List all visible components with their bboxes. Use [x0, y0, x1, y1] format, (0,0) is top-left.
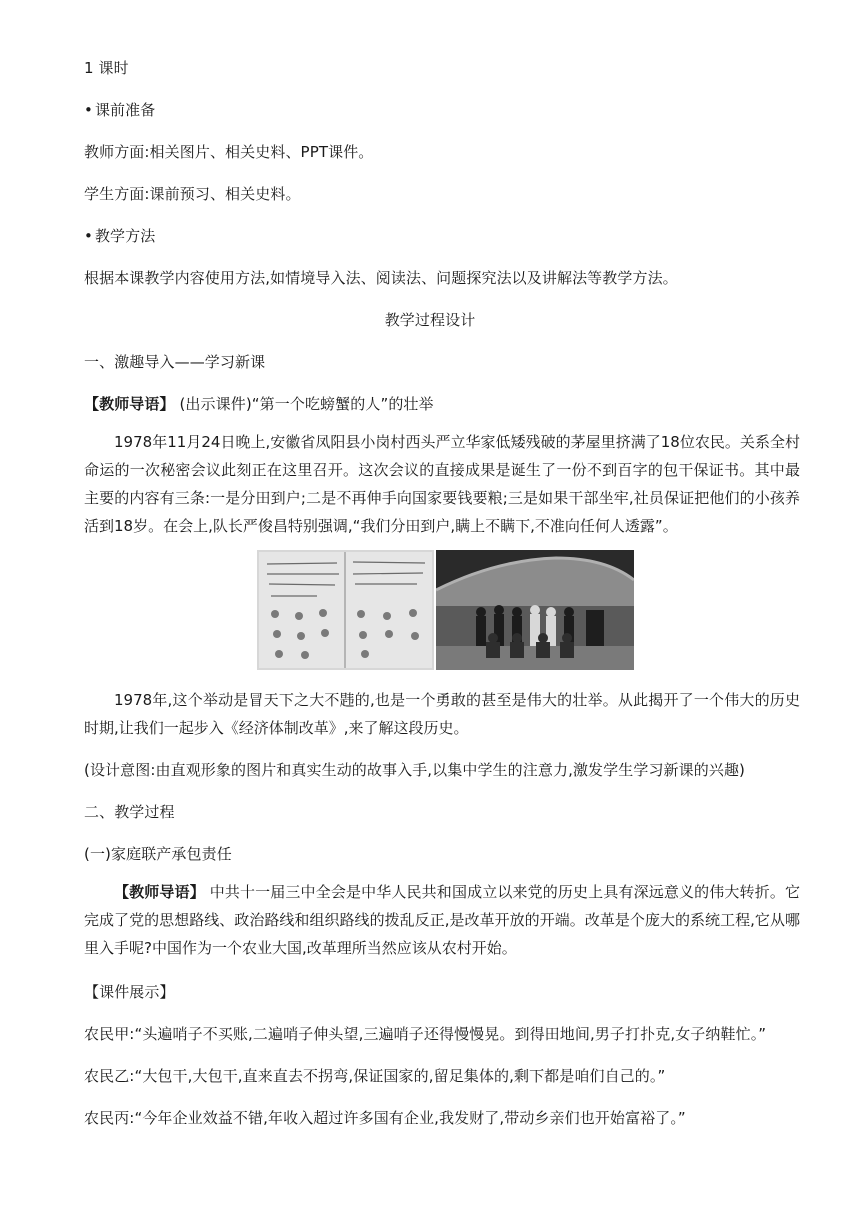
- method-heading: [84, 226, 155, 246]
- teacher-guide-2: [84, 878, 800, 962]
- courseware-heading: 【课件展示】: [84, 983, 175, 1001]
- prep-heading: [84, 100, 155, 120]
- guide-text: 中共十一届三中全会是中华人民共和国成立以来党的历史上具有深远意义的伟大转折。它完成了党的思想路线、政治路线和组织路线的拨乱反正,是改革开放的开端。改革是个庞大的系统工程,它从哪里入手呢?中国作为一个农业大国,改革理所当然应该从农村开始。: [84, 883, 800, 957]
- teacher-prep: 教师方面:相关图片、相关史料、PPT课件。: [84, 143, 374, 161]
- guide-text: (出示课件)“第一个吃螃蟹的人”的壮举: [174, 395, 434, 413]
- bullet-icon: •: [84, 101, 93, 119]
- guide-tag: 【教师导语】: [84, 395, 175, 413]
- guide-tag: 【教师导语】: [114, 883, 205, 901]
- farmers-group-photo: [436, 550, 634, 670]
- subsection-1-heading: (一)家庭联产承包责任: [84, 845, 232, 863]
- significance-paragraph: 1978年,这个举动是冒天下之大不韪的,也是一个勇敢的甚至是伟大的壮举。从此揭开了一个伟大的历史时期,让我们一起步入《经济体制改革》,来了解这段历史。: [84, 691, 800, 737]
- section-2-heading: 二、教学过程: [84, 803, 175, 821]
- story-paragraph: 1978年11月24日晚上,安徽省凤阳县小岗村西头严立华家低矮残破的茅屋里挤满了18位农民。关系全村命运的一次秘密会议此刻正在这里召开。这次会议的直接成果是诞生了一份不到百字的包干保证书。其中最主要的内容有三条:一是分田到户;二是不再伸手向国家要钱要粮;三是如果干部坐牢,社员保证把他们的小孩养活到18岁。在会上,队长严俊昌特别强调,“我们分田到户,瞒上不瞒下,不准向任何人透露”。: [84, 433, 800, 535]
- student-prep: 学生方面:课前预习、相关史料。: [84, 185, 301, 203]
- design-intent-note: (设计意图:由直观形象的图片和真实生动的故事入手,以集中学生的注意力,激发学生学习新课的兴趣): [84, 761, 745, 779]
- teacher-guide-1: [84, 394, 434, 414]
- method-heading-text: 教学方法: [94, 227, 156, 245]
- guarantee-document-photo: [257, 550, 434, 670]
- prep-heading-text: 课前准备: [94, 101, 156, 119]
- section-1-heading: 一、激趣导入——学习新课: [84, 353, 266, 371]
- bullet-icon: •: [84, 227, 93, 245]
- farmer-c-quote: 农民丙:“今年企业效益不错,年收入超过许多国有企业,我发财了,带动乡亲们也开始富裕了。”: [84, 1109, 686, 1127]
- farmer-a-quote: 农民甲:“头遍哨子不买账,二遍哨子伸头望,三遍哨子还得慢慢晃。到得田地间,男子打扑克,女子纳鞋忙。”: [84, 1025, 767, 1043]
- class-hours: 1 课时: [84, 59, 129, 77]
- method-text: 根据本课教学内容使用方法,如情境导入法、阅读法、问题探究法以及讲解法等教学方法。: [84, 269, 678, 287]
- process-title: 教学过程设计: [384, 311, 476, 329]
- farmer-b-quote: 农民乙:“大包干,大包干,直来直去不拐弯,保证国家的,留足集体的,剩下都是咱们自己的。”: [84, 1067, 666, 1085]
